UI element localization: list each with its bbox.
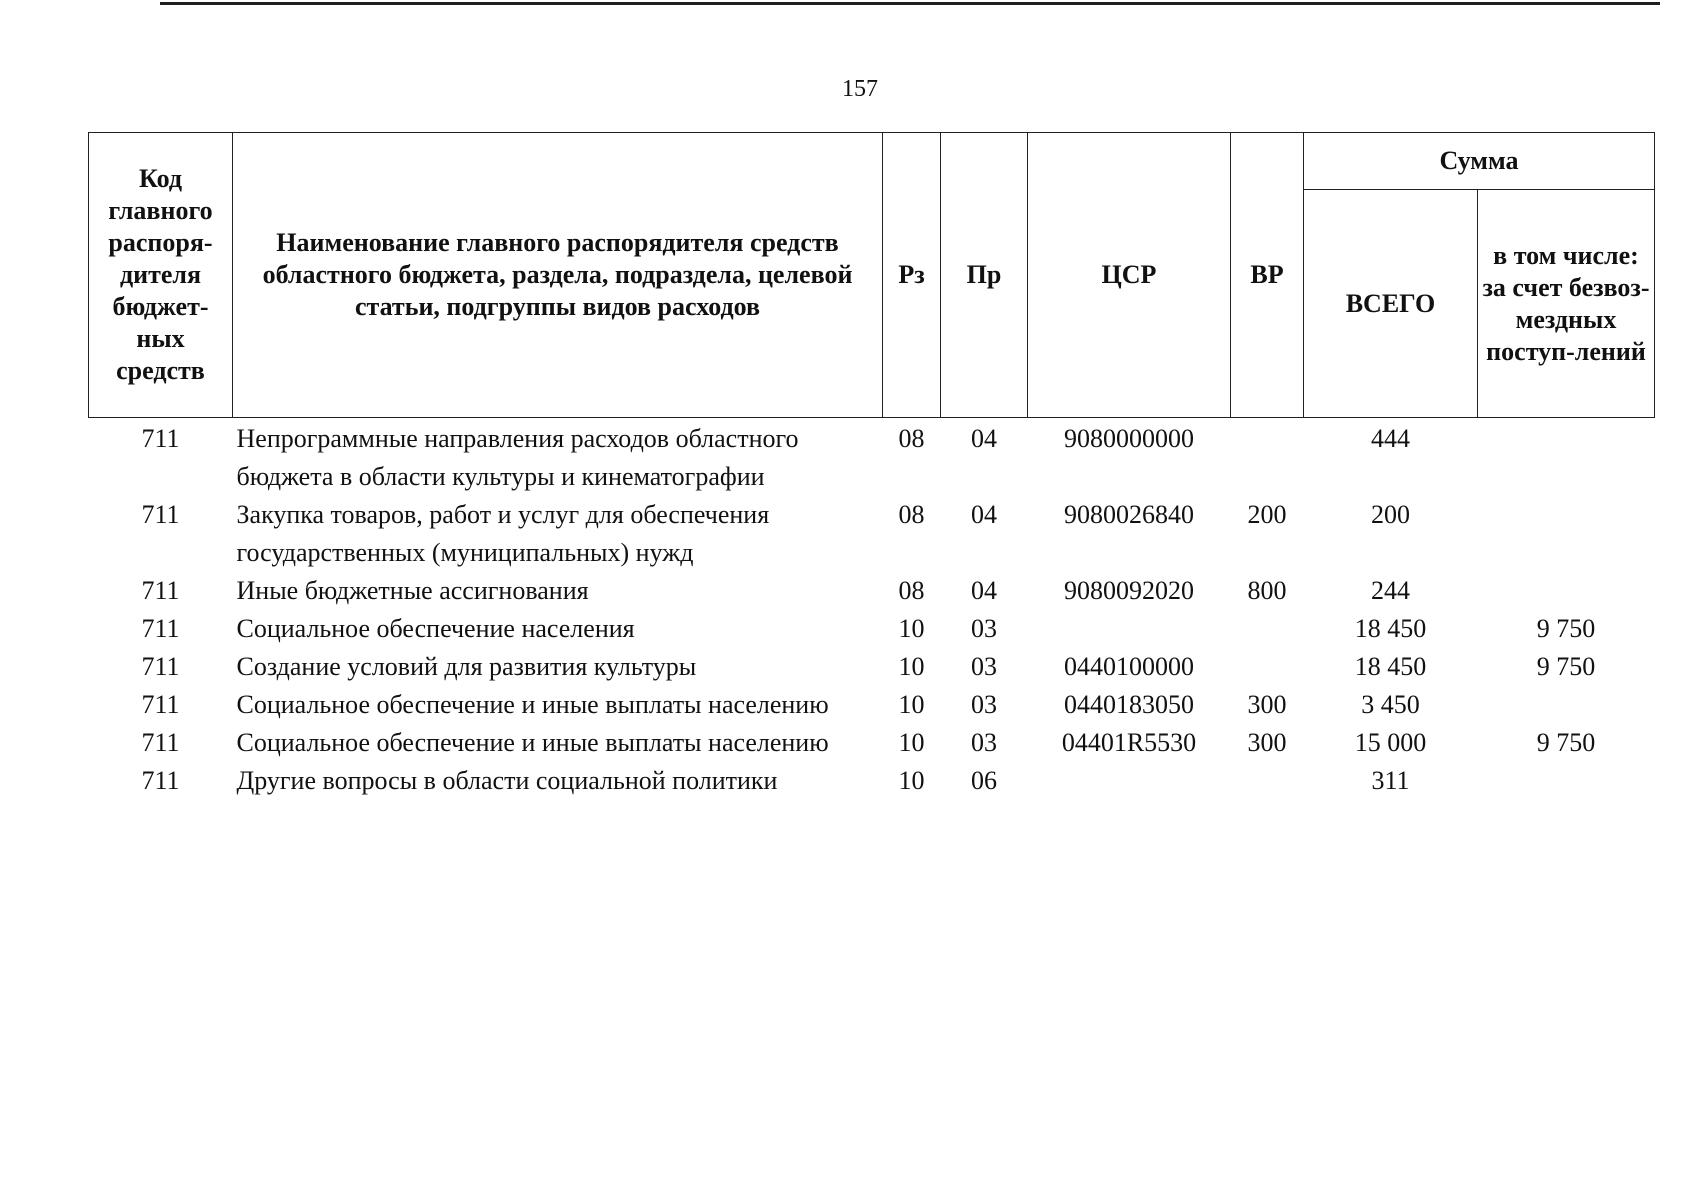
cell-csr: 04401R5530: [1061, 728, 1197, 757]
cell-name: Социальное обеспечение населения: [236, 614, 635, 643]
cell-free: 9 750: [1536, 652, 1596, 681]
cell-vr: [1231, 762, 1304, 800]
cell-csr: 0440183050: [1064, 690, 1194, 719]
cell-rz: 10: [898, 728, 925, 757]
cell-total: 3 450: [1361, 690, 1420, 719]
cell-vr: 800: [1247, 576, 1287, 605]
cell-code: 711: [141, 652, 180, 681]
cell-rz: 08: [898, 576, 925, 605]
cell-name: Непрограммные направления расходов областного бюджета в области культуры и кинематографии: [236, 424, 799, 491]
header-free-receipts: в том числе: за счет безвоз-мездных поступ-лений: [1478, 190, 1655, 418]
cell-name: Социальное обеспечение и иные выплаты населению: [236, 690, 829, 719]
cell-rz: 10: [898, 614, 925, 643]
header-rz: Рз: [883, 133, 941, 418]
budget-table: [88, 132, 1655, 800]
cell-name: Закупка товаров, работ и услуг для обеспечения государственных (муниципальных) нужд: [236, 500, 770, 567]
table-row: [89, 762, 1655, 800]
cell-free: [1478, 762, 1655, 800]
cell-free: [1478, 418, 1655, 497]
cell-code: 711: [141, 500, 180, 529]
cell-name: Создание условий для развития культуры: [236, 652, 697, 681]
cell-vr: 200: [1247, 500, 1287, 529]
cell-code: 711: [141, 728, 180, 757]
cell-pr: 03: [971, 728, 997, 757]
cell-vr: 300: [1247, 690, 1287, 719]
cell-pr: 03: [971, 652, 997, 681]
cell-code: 711: [141, 690, 180, 719]
cell-code: 711: [141, 424, 180, 453]
cell-csr: 9080092020: [1064, 576, 1194, 605]
cell-free: 9 750: [1536, 728, 1596, 757]
cell-vr: 300: [1247, 728, 1287, 757]
cell-total: 18 450: [1354, 614, 1427, 643]
cell-pr: 04: [971, 424, 997, 453]
cell-name: Другие вопросы в области социальной политики: [236, 766, 778, 795]
page-number: 157: [842, 76, 878, 102]
cell-rz: 10: [898, 690, 925, 719]
cell-code: 711: [141, 576, 180, 605]
cell-rz: 08: [898, 424, 925, 453]
cell-code: 711: [141, 766, 180, 795]
table-row: [89, 496, 1655, 572]
header-code: Код главного распоря-дителя бюджет-ных средств: [89, 133, 233, 418]
cell-total: 15 000: [1354, 728, 1427, 757]
table-body: [89, 418, 1655, 801]
cell-total: 200: [1371, 500, 1410, 529]
cell-csr: [1028, 762, 1231, 800]
table-row: [89, 648, 1655, 686]
cell-code: 711: [141, 614, 180, 643]
header-csr: ЦСР: [1028, 133, 1231, 418]
header-name: Наименование главного распорядителя средств областного бюджета, раздела, подраздела, целевой статьи, подгруппы видов расходов: [233, 133, 883, 418]
cell-total: 444: [1371, 424, 1410, 453]
cell-name: Иные бюджетные ассигнования: [236, 576, 589, 605]
table-row: [89, 724, 1655, 762]
cell-free: [1478, 572, 1655, 610]
cell-free: [1478, 686, 1655, 724]
cell-csr: 9080000000: [1064, 424, 1194, 453]
table-row: [89, 610, 1655, 648]
cell-pr: 06: [971, 766, 997, 795]
cell-csr: [1028, 610, 1231, 648]
cell-name: Социальное обеспечение и иные выплаты населению: [236, 728, 829, 757]
cell-total: 311: [1371, 766, 1410, 795]
table-row: [89, 572, 1655, 610]
table-header: [89, 133, 1655, 418]
cell-pr: 04: [971, 576, 997, 605]
cell-vr: [1231, 418, 1304, 497]
cell-pr: 03: [971, 614, 997, 643]
header-vr: ВР: [1231, 133, 1304, 418]
header-pr: Пр: [941, 133, 1028, 418]
cell-csr: 9080026840: [1064, 500, 1194, 529]
cell-pr: 04: [971, 500, 997, 529]
cell-vr: [1231, 610, 1304, 648]
top-border-line: [160, 2, 1660, 5]
table-row: [89, 418, 1655, 497]
cell-pr: 03: [971, 690, 997, 719]
cell-csr: 0440100000: [1064, 652, 1194, 681]
header-sum-group: Сумма: [1304, 133, 1655, 190]
cell-vr: [1231, 648, 1304, 686]
header-total: ВСЕГО: [1304, 190, 1478, 418]
cell-total: 18 450: [1354, 652, 1427, 681]
cell-rz: 10: [898, 652, 925, 681]
cell-rz: 08: [898, 500, 925, 529]
table-row: [89, 686, 1655, 724]
cell-free: [1478, 496, 1655, 572]
cell-rz: 10: [898, 766, 925, 795]
cell-total: 244: [1371, 576, 1410, 605]
cell-free: 9 750: [1536, 614, 1596, 643]
